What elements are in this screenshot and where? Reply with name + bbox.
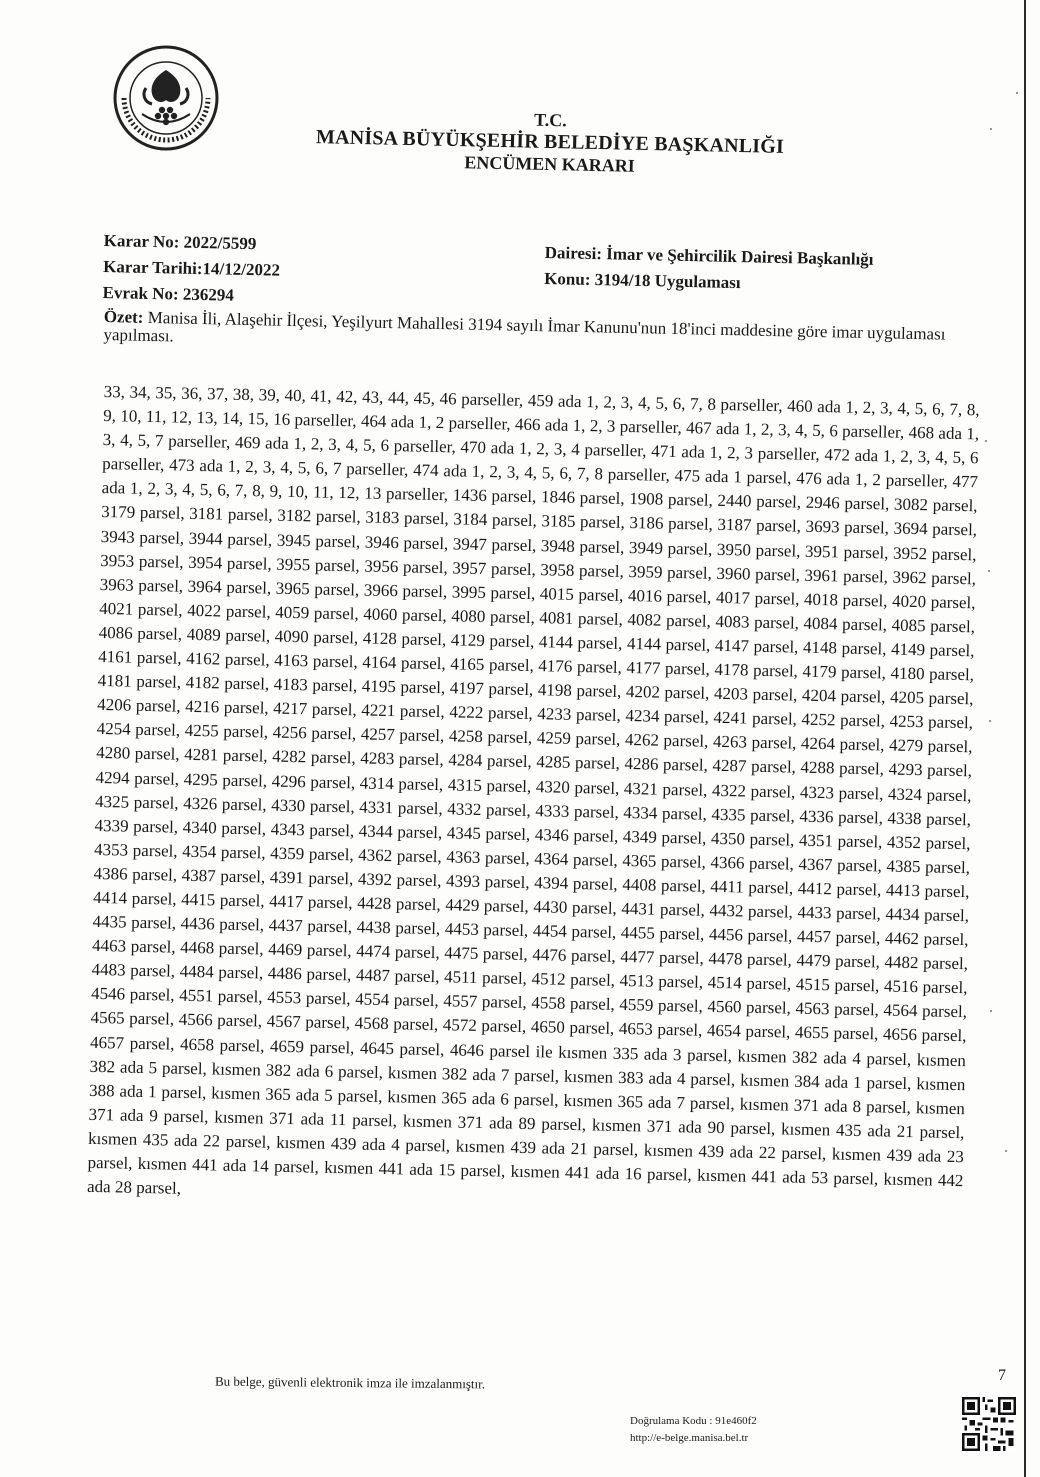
scan-speck xyxy=(990,128,992,130)
e-signature-note: Bu belge, güvenli elektronik imza ile imzalanmıştır. xyxy=(214,1373,486,1392)
header-country: T.C. xyxy=(533,109,568,131)
header-document-type: ENCÜMEN KARARI xyxy=(464,152,635,176)
karar-tarihi: Karar Tarihi:14/12/2022 xyxy=(102,256,281,280)
scan-speck xyxy=(988,570,990,572)
summary-label: Özet: xyxy=(103,307,144,327)
municipality-seal-icon xyxy=(112,44,220,152)
scan-speck xyxy=(1005,1150,1007,1152)
verification-code: Doğrulama Kodu : 91e460f2 xyxy=(630,1415,757,1427)
document-header xyxy=(299,105,800,180)
decision-meta-right xyxy=(544,240,874,299)
qr-code-icon xyxy=(962,1397,1016,1451)
verification-url: http://e-belge.manisa.bel.tr xyxy=(630,1432,749,1444)
scan-edge-line xyxy=(1024,0,1026,1477)
parcel-list-text: 33, 34, 35, 36, 37, 38, 39, 40, 41, 42, 43, 44, 45, 46 parseller, 459 ada 1, 2, 3, 4, 5, 6, 7, 8 parseller, 460 ada 1, 2, 3, 4, 5, 6, 7, 8, 9, 10, 11, 12, 13, 14, 15, 16 parseller, 464 ada 1, 2 parseller, 466 ada 1, 2, 3 parseller, 467 ada 1, 2, 3, 4, 5, 6 parseller, 468 ada 1, 3, 4, 5, 7 parseller, 469 ada 1, 2, 3, 4, 5, 6 parseller, 470 ada 1, 2, 3, 4 parseller, 471 ada 1, 2, 3 parseller, 472 ada 1, 2, 3, 4, 5, 6 parseller, 473 ada 1, 2, 3, 4, 5, 6, 7 parseller, 474 ada 1, 2, 3, 4, 5, 6, 7, 8 parseller, 475 ada 1 parsel, 476 ada 1, 2 parseller, 477 ada 1, 2, 3, 4, 5, 6, 7, 8, 9, 10, 11, 12, 13 parseller, 1436 parsel, 1846 parsel, 1908 parsel, 2440 parsel, 2946 parsel, 3082 parsel, 3179 parsel, 3181 parsel, 3182 parsel, 3183 parsel, 3184 parsel, 3185 parsel, 3186 parsel, 3187 parsel, 3693 parsel, 3694 parsel, 3943 parsel, 3944 parsel, 3945 parsel, 3946 parsel, 3947 parsel, 3948 parsel, 3949 parsel, 3950 parsel, 3951 parsel, 3952 parsel, 3953 parsel, 3954 parsel, 3955 parsel, 3956 parsel, 3957 parsel, 3958 parsel, 3959 parsel, 3960 parsel, 3961 parsel, 3962 parsel, 3963 parsel, 3964 parsel, 3965 parsel, 3966 parsel, 3995 parsel, 4015 parsel, 4016 parsel, 4017 parsel, 4018 parsel, 4020 parsel, 4021 parsel, 4022 parsel, 4059 parsel, 4060 parsel, 4080 parsel, 4081 parsel, 4082 parsel, 4083 parsel, 4084 parsel, 4085 parsel, 4086 parsel, 4089 parsel, 4090 parsel, 4128 parsel, 4129 parsel, 4144 parsel, 4144 parsel, 4147 parsel, 4148 parsel, 4149 parsel, 4161 parsel, 4162 parsel, 4163 parsel, 4164 parsel, 4165 parsel, 4176 parsel, 4177 parsel, 4178 parsel, 4179 parsel, 4180 parsel, 4181 parsel, 4182 parsel, 4183 parsel, 4195 parsel, 4197 parsel, 4198 parsel, 4202 parsel, 4203 parsel, 4204 parsel, 4205 parsel, 4206 parsel, 4216 parsel, 4217 parsel, 4221 parsel, 4222 parsel, 4233 parsel, 4234 parsel, 4241 parsel, 4252 parsel, 4253 parsel, 4254 parsel, 4255 parsel, 4256 parsel, 4257 parsel, 4258 parsel, 4259 parsel, 4262 parsel, 4263 parsel, 4264 parsel, 4279 parsel, 4280 parsel, 4281 parsel, 4282 parsel, 4283 parsel, 4284 parsel, 4285 parsel, 4286 parsel, 4287 parsel, 4288 parsel, 4293 parsel, 4294 parsel, 4295 parsel, 4296 parsel, 4314 parsel, 4315 parsel, 4320 parsel, 4321 parsel, 4322 parsel, 4323 parsel, 4324 parsel, 4325 parsel, 4326 parsel, 4330 parsel, 4331 parsel, 4332 parsel, 4333 parsel, 4334 parsel, 4335 parsel, 4336 parsel, 4338 parsel, 4339 parsel, 4340 parsel, 4343 parsel, 4344 parsel, 4345 parsel, 4346 parsel, 4349 parsel, 4350 parsel, 4351 parsel, 4352 parsel, 4353 parsel, 4354 parsel, 4359 parsel, 4362 parsel, 4363 parsel, 4364 parsel, 4365 parsel, 4366 parsel, 4367 parsel, 4385 parsel, 4386 parsel, 4387 parsel, 4391 parsel, 4392 parsel, 4393 parsel, 4394 parsel, 4408 parsel, 4411 parsel, 4412 parsel, 4413 parsel, 4414 parsel, 4415 parsel, 4417 parsel, 4428 parsel, 4429 parsel, 4430 parsel, 4431 parsel, 4432 parsel, 4433 parsel, 4434 parsel, 4435 parsel, 4436 parsel, 4437 parsel, 4438 parsel, 4453 parsel, 4454 parsel, 4455 parsel, 4456 parsel, 4457 parsel, 4462 parsel, 4463 parsel, 4468 parsel, 4469 parsel, 4474 parsel, 4475 parsel, 4476 parsel, 4477 parsel, 4478 parsel, 4479 parsel, 4482 parsel, 4483 parsel, 4484 parsel, 4486 parsel, 4487 parsel, 4511 parsel, 4512 parsel, 4513 parsel, 4514 parsel, 4515 parsel, 4516 parsel, 4546 parsel, 4551 parsel, 4553 parsel, 4554 parsel, 4557 parsel, 4558 parsel, 4559 parsel, 4560 parsel, 4563 parsel, 4564 parsel, 4565 parsel, 4566 parsel, 4567 parsel, 4568 parsel, 4572 parsel, 4650 parsel, 4653 parsel, 4654 parsel, 4655 parsel, 4656 parsel, 4657 parsel, 4658 parsel, 4659 parsel, 4645 parsel, 4646 parsel ile kısmen 335 ada 3 parsel, kısmen 382 ada 4 parsel, kısmen 382 ada 5 parsel, kısmen 382 ada 6 parsel, kısmen 382 ada 7 parsel, kısmen 383 ada 4 parsel, kısmen 384 ada 1 parsel, kısmen 388 ada 1 parsel, kısmen 365 ada 5 parsel, kısmen 365 ada 6 parsel, kısmen 365 ada 7 parsel, kısmen 371 ada 8 parsel, kısmen 371 ada 9 parsel, kısmen 371 ada 11 parsel, kısmen 371 ada 89 parsel, kısmen 371 ada 90 parsel, kısmen 435 ada 21 parsel, kısmen 435 ada 22 parsel, kısmen 439 ada 4 parsel, kısmen 439 ada 21 parsel, kısmen 439 ada 22 parsel, kısmen 439 ada 23 parsel, kısmen 441 ada 14 parsel, kısmen 441 ada 15 parsel, kısmen 441 ada 16 parsel, kısmen 441 ada 53 parsel, kısmen 442 ada 28 parsel, xyxy=(86,381,980,1198)
scan-speck xyxy=(1016,92,1018,94)
summary xyxy=(103,308,984,362)
header-institution: MANİSA BÜYÜKŞEHİR BELEDİYE BAŞKANLIĞI xyxy=(315,126,785,158)
evrak-no: Evrak No: 236294 xyxy=(102,282,235,305)
konu: Konu: 3194/18 Uygulaması xyxy=(543,268,741,293)
scan-speck xyxy=(985,440,987,442)
karar-no: Karar No: 2022/5599 xyxy=(103,230,257,254)
verification-info xyxy=(630,1413,757,1447)
scan-speck xyxy=(989,720,991,722)
dairesi: Dairesi: İmar ve Şehircilik Dairesi Başkanlığı xyxy=(544,242,874,269)
scan-speck xyxy=(990,1010,992,1012)
summary-text: Manisa İli, Alaşehir İlçesi, Yeşilyurt Mahallesi 3194 sayılı İmar Kanunu'nun 18'inci maddesine göre imar uygulaması yapılması. xyxy=(103,307,946,346)
page-number: 7 xyxy=(998,1367,1006,1384)
decision-meta-left xyxy=(102,228,280,310)
